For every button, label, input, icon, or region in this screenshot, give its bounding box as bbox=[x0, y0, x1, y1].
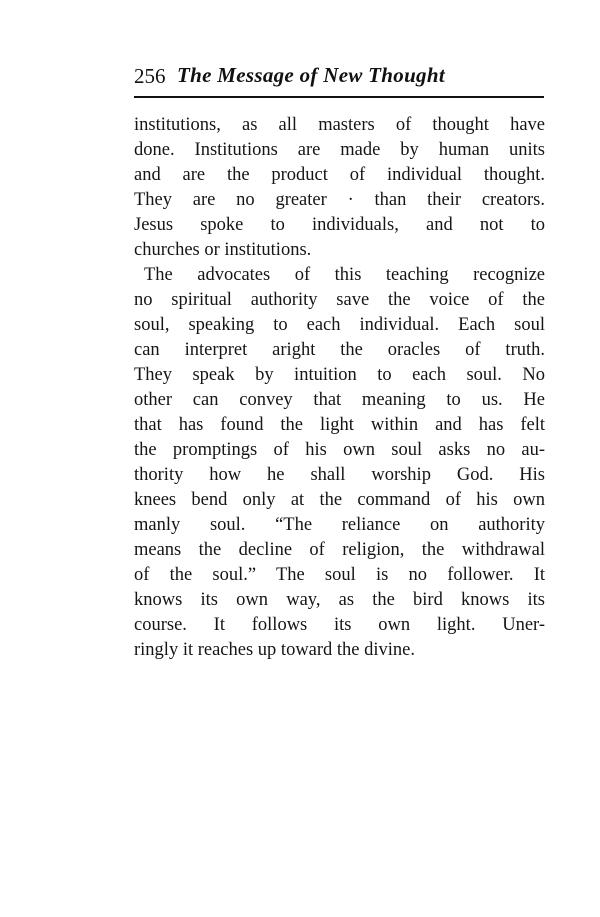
running-title: The Message of New Thought bbox=[177, 63, 445, 87]
text-line: institutions, as all masters of thought have bbox=[134, 115, 545, 135]
text-line: They speak by intuition to each soul. No bbox=[134, 365, 545, 385]
header-rule bbox=[134, 96, 544, 98]
text-line: ringly it reaches up toward the divine. bbox=[134, 640, 416, 660]
text-line: soul, speaking to each individual. Each soul bbox=[134, 315, 545, 335]
text-line: that has found the light within and has felt bbox=[134, 415, 545, 435]
text-line: of the soul.” The soul is no follower. It bbox=[134, 565, 545, 585]
text-line: They are no greater · than their creators. bbox=[134, 190, 545, 210]
text-line: no spiritual authority save the voice of the bbox=[134, 290, 545, 310]
text-line: means the decline of religion, the withdrawal bbox=[134, 540, 545, 560]
text-line: manly soul. “The reliance on authority bbox=[134, 515, 545, 535]
text-line: and are the product of individual thought. bbox=[134, 165, 545, 185]
text-line: done. Institutions are made by human units bbox=[134, 140, 545, 160]
running-header bbox=[134, 62, 544, 94]
text-line: The advocates of this teaching recognize bbox=[144, 265, 545, 285]
text-line: can interpret aright the oracles of truth. bbox=[134, 340, 545, 360]
text-line: thority how he shall worship God. His bbox=[134, 465, 545, 485]
text-line: course. It follows its own light. Uner- bbox=[134, 615, 545, 635]
text-line: knows its own way, as the bird knows its bbox=[134, 590, 545, 610]
text-line: other can convey that meaning to us. He bbox=[134, 390, 545, 410]
text-line: churches or institutions. bbox=[134, 240, 312, 260]
text-line: the promptings of his own soul asks no au- bbox=[134, 440, 545, 460]
text-line: knees bend only at the command of his own bbox=[134, 490, 545, 510]
text-line: Jesus spoke to individuals, and not to bbox=[134, 215, 545, 235]
page-number: 256 bbox=[134, 64, 166, 88]
